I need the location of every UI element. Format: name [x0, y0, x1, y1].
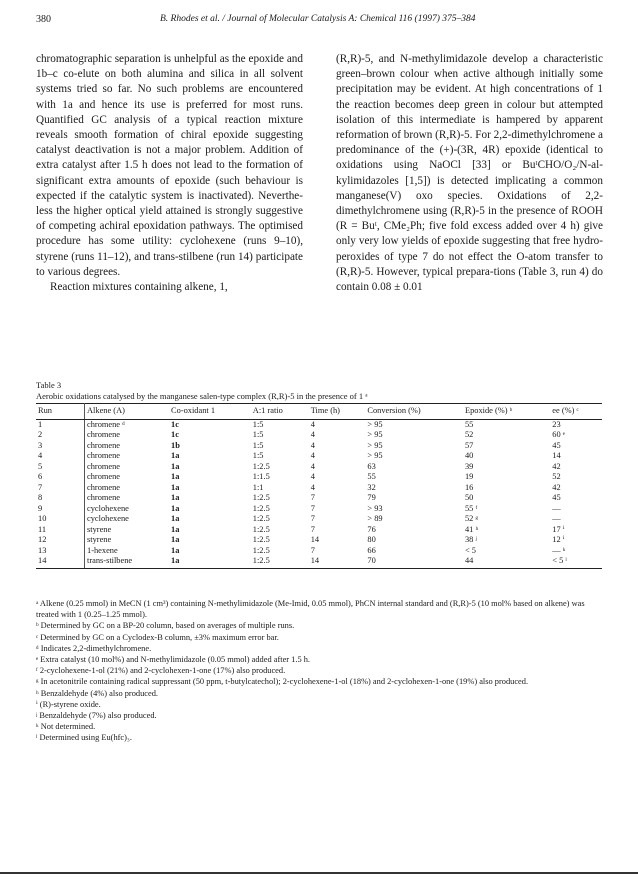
- cell-alkene: chromene: [87, 430, 121, 439]
- page-bottom-rule: [0, 872, 638, 874]
- cell-alkene: 1-hexene: [87, 545, 118, 555]
- footnote: ˡ Determined using Eu(hfc)₃.: [36, 733, 132, 743]
- footnote: ᵇ Determined by GC on a BP-20 column, based on averages of multiple runs.: [36, 621, 295, 631]
- col-header-ratio: A:1 ratio: [251, 404, 309, 420]
- cell-conversion: 32: [367, 482, 376, 492]
- cell-time: 4: [310, 461, 315, 471]
- cell-ee: 23: [552, 419, 561, 429]
- table-label: Table 3: [36, 380, 62, 390]
- cell-run: 5: [36, 462, 85, 473]
- cell-ee: 45: [552, 440, 561, 450]
- cell-epoxide: 55 ᶠ: [464, 503, 478, 513]
- table-row: [36, 556, 602, 568]
- cell-conversion: > 95: [367, 419, 383, 429]
- cell-ee: 42: [552, 461, 561, 471]
- cell-ratio: 1:2.5: [252, 545, 270, 555]
- cell-alkene: trans-stilbene: [85, 556, 170, 568]
- cell-run: 1: [36, 419, 85, 430]
- cell-cooxidant: 1a: [171, 524, 180, 534]
- table-row: [36, 546, 602, 557]
- cell-alkene: chromene ᵈ: [87, 419, 125, 429]
- col-header-epoxide: Epoxide (%) ᵇ: [463, 404, 550, 420]
- left-paragraph-2: Reaction mixtures containing alkene, 1,: [50, 281, 228, 294]
- footnote: ᶠ 2-cyclohexene-1-ol (21%) and 2-cyclohexen-1-one (17%) also produced.: [36, 666, 286, 676]
- cell-alkene: chromene: [87, 482, 121, 492]
- table-caption: Aerobic oxidations catalysed by the manganese salen-type complex (R,R)-5 in the presence of 1 ᵃ: [36, 391, 368, 401]
- cell-epoxide: < 5: [464, 545, 476, 555]
- cell-cooxidant: 1a: [171, 493, 180, 502]
- table-caption-block: [36, 380, 368, 402]
- cell-alkene: cyclohexene: [87, 514, 129, 523]
- cell-ratio: 1:5: [252, 430, 264, 439]
- cell-ee: 17 ⁱ: [552, 524, 565, 534]
- footnote: ᵈ Indicates 2,2-dimethylchromene.: [36, 643, 152, 653]
- cell-conversion: 80: [367, 535, 376, 544]
- table-row: [36, 472, 602, 483]
- cell-ee: —: [552, 514, 561, 523]
- cell-time: 7: [310, 503, 315, 513]
- cell-epoxide: 40: [464, 451, 474, 460]
- cell-ratio: 1:2.5: [251, 556, 309, 568]
- cell-ee: 42: [552, 482, 561, 492]
- col-header-cooxidant: Co-oxidant 1: [169, 404, 251, 420]
- cell-time: 4: [310, 419, 315, 429]
- cell-time: 14: [310, 535, 320, 544]
- cell-run: 10: [36, 514, 85, 525]
- cell-conversion: 76: [367, 524, 376, 534]
- cell-cooxidant: 1a: [171, 514, 180, 523]
- cell-epoxide: 52: [464, 430, 474, 439]
- table-footnotes: [36, 598, 602, 744]
- footnote: ʲ Benzaldehyde (7%) also produced.: [36, 711, 157, 721]
- table-row: [36, 483, 602, 494]
- cell-time: 4: [310, 451, 315, 460]
- footnote: ᵉ Extra catalyst (10 mol%) and N-methylimidazole (0.05 mmol) added after 1.5 h.: [36, 655, 311, 665]
- cell-conversion: 70: [365, 556, 463, 568]
- table-row: [36, 451, 602, 462]
- running-head: B. Rhodes et al. / Journal of Molecular Catalysis A: Chemical 116 (1997) 375–384: [160, 14, 476, 24]
- cell-time: 7: [310, 545, 315, 555]
- footnote: ᵏ Not determined.: [36, 722, 96, 732]
- col-header-run: Run: [36, 404, 85, 420]
- cell-cooxidant: 1a: [171, 535, 180, 544]
- cell-conversion: 79: [367, 493, 376, 502]
- right-column: [336, 52, 603, 295]
- cell-alkene: styrene: [87, 535, 112, 544]
- table-row: [36, 493, 602, 504]
- left-paragraph-1: chromatographic separation is unhelpful as the epoxide and 1b–c co-elute on both alumina and silica in all solvent systems tried so far. No such problems are encountered with 1a and hence its use is preferred for most runs. Quantified GC analysis of a typical reaction mixture reveals smooth formation of chiral epoxide suggesting catalyst deactivation is not a major problem. Addition of extra catalyst after 1.5 h does not lead to the formation of significant extra amounts of epoxide (such behaviour is expected if the catalytic system is inactivated). Neverthe-less the higher optical yield attained is strongly suggestive of competing achiral epoxidation pathways. The optimised procedure has some utility: cyclohexene (runs 9–10), styrene (runs 11–12), and trans-stilbene (run 14) participate to various degrees.: [36, 53, 303, 278]
- cell-time: 7: [310, 514, 315, 523]
- cell-ratio: 1:1: [252, 482, 264, 492]
- cell-conversion: > 89: [367, 514, 383, 523]
- cell-cooxidant: 1a: [171, 461, 180, 471]
- cell-ee: — ᵏ: [552, 545, 566, 555]
- cell-ee: 12 ⁱ: [552, 535, 565, 544]
- cell-cooxidant: 1c: [171, 430, 179, 439]
- table-row: [36, 504, 602, 515]
- cell-time: 7: [310, 524, 315, 534]
- table-row: [36, 441, 602, 452]
- cell-ratio: 1:1.5: [252, 472, 270, 481]
- cell-ratio: 1:2.5: [252, 514, 270, 523]
- table-row: [36, 535, 602, 546]
- cell-epoxide: 50: [464, 493, 474, 502]
- cell-alkene: chromene: [87, 451, 121, 460]
- col-header-ee: ee (%) ᶜ: [550, 404, 602, 420]
- cell-conversion: > 95: [367, 451, 383, 460]
- cell-epoxide: 39: [464, 461, 474, 471]
- cell-time: 4: [310, 440, 315, 450]
- cell-ratio: 1:5: [252, 419, 264, 429]
- cell-run: 7: [36, 483, 85, 494]
- cell-ee: —: [552, 503, 561, 513]
- cell-run: 11: [36, 525, 85, 536]
- cell-epoxide: 19: [464, 472, 474, 481]
- col-header-time: Time (h): [309, 404, 366, 420]
- cell-run: 14: [36, 556, 85, 568]
- cell-run: 12: [36, 535, 85, 546]
- cell-run: 4: [36, 451, 85, 462]
- cell-alkene: cyclohexene: [87, 503, 129, 513]
- table-header-row: [36, 404, 602, 420]
- cell-conversion: 63: [367, 461, 376, 471]
- cell-epoxide: 52 ᵍ: [464, 514, 478, 523]
- cell-epoxide: 44: [463, 556, 550, 568]
- results-table: [36, 403, 602, 569]
- page-number: 380: [36, 14, 51, 25]
- cell-ratio: 1:2.5: [252, 461, 270, 471]
- cell-run: 2: [36, 430, 85, 441]
- cell-ee: 52: [552, 472, 561, 481]
- cell-ratio: 1:2.5: [252, 524, 270, 534]
- cell-alkene: chromene: [87, 472, 121, 481]
- cell-time: 4: [310, 482, 315, 492]
- cell-cooxidant: 1a: [171, 545, 180, 555]
- cell-conversion: > 95: [367, 440, 383, 450]
- cell-cooxidant: 1a: [169, 556, 251, 568]
- left-column: [36, 52, 303, 295]
- cell-ratio: 1:2.5: [252, 493, 270, 502]
- cell-time: 7: [310, 493, 315, 502]
- cell-epoxide: 41 ʰ: [464, 524, 479, 534]
- cell-conversion: > 93: [367, 503, 383, 513]
- footnote: ᵃ Alkene (0.25 mmol) in MeCN (1 cm³) containing N-methylimidazole (Me-Imid, 0.05 mmol), PhCN internal standard and (R,R)-5 (10 mol% based on alkene) was treated with 1 (0.25–1.25 mmol).: [36, 599, 585, 620]
- right-paragraph-1: (R,R)-5, and N-methylimidazole develop a characteristic green–brown colour when active although initially some precipitation may be evident. At high concentrations of 1 the reaction becomes deep green in colour but attempted isolation of this intermediate is hampered by apparent reformation of brown (R,R)-5. For 2,2-dimethylchromene a predominance of the (+)-(3R, 4R) epoxide (identical to oxidations using NaOCl [33] or BuᵗCHO/O₂/N-al-kylimidazoles [1,5]) is detected implicating a common manganese(V) oxo species. Oxidations of 2,2-dimethylchromene using (R,R)-5 in the presence of ROOH (R = Buᵗ, CMe₂Ph; five fold excess added over 4 h) give only very low yields of epoxide suggesting that free hydro-peroxides of type 7 do not effect the O-atom transfer to (R,R)-5. However, typical prepara-tions (Table 3, run 4) do contain 0.08 ± 0.01: [336, 53, 603, 294]
- cell-cooxidant: 1a: [171, 503, 180, 513]
- col-header-alkene: Alkene (A): [85, 404, 170, 420]
- cell-time: 14: [309, 556, 366, 568]
- footnote: ʰ Benzaldehyde (4%) also produced.: [36, 688, 158, 698]
- footnote: ⁱ (R)-styrene oxide.: [36, 699, 101, 709]
- cell-ratio: 1:2.5: [252, 535, 270, 544]
- cell-ratio: 1:5: [252, 440, 264, 450]
- cell-time: 4: [310, 430, 315, 439]
- table-row: [36, 419, 602, 430]
- cell-ratio: 1:5: [252, 451, 264, 460]
- cell-conversion: 55: [367, 472, 376, 481]
- col-header-conversion: Conversion (%): [365, 404, 463, 420]
- table-row: [36, 462, 602, 473]
- cell-ee: < 5 ˡ: [550, 556, 602, 568]
- cell-conversion: 66: [367, 545, 376, 555]
- cell-cooxidant: 1a: [171, 472, 180, 481]
- cell-run: 3: [36, 441, 85, 452]
- cell-alkene: chromene: [87, 461, 121, 471]
- cell-cooxidant: 1a: [171, 482, 180, 492]
- cell-run: 9: [36, 504, 85, 515]
- cell-ratio: 1:2.5: [252, 503, 270, 513]
- table-row: [36, 514, 602, 525]
- cell-epoxide: 57: [464, 440, 474, 450]
- cell-alkene: chromene: [87, 440, 121, 450]
- cell-run: 13: [36, 546, 85, 557]
- cell-alkene: chromene: [87, 493, 121, 502]
- cell-ee: 14: [552, 451, 561, 460]
- cell-ee: 60 ᵉ: [552, 430, 565, 439]
- cell-epoxide: 38 ʲ: [464, 535, 477, 544]
- cell-run: 8: [36, 493, 85, 504]
- cell-cooxidant: 1b: [171, 440, 180, 450]
- cell-epoxide: 55: [464, 419, 474, 429]
- cell-alkene: styrene: [87, 524, 112, 534]
- cell-conversion: > 95: [367, 430, 383, 439]
- cell-run: 6: [36, 472, 85, 483]
- cell-cooxidant: 1c: [171, 419, 179, 429]
- cell-cooxidant: 1a: [171, 451, 180, 460]
- table-row: [36, 430, 602, 441]
- footnote: ᶜ Determined by GC on a Cyclodex-B column, ±3% maximum error bar.: [36, 632, 279, 642]
- table-row: [36, 525, 602, 536]
- cell-epoxide: 16: [464, 482, 474, 492]
- footnote: ᵍ In acetonitrile containing radical suppressant (50 ppm, t-butylcatechol); 2-cyclohexene-1-ol (18%) and 2-cyclohexen-1-one (19%) also produced.: [36, 677, 529, 687]
- cell-ee: 45: [552, 493, 561, 502]
- cell-time: 4: [310, 472, 315, 481]
